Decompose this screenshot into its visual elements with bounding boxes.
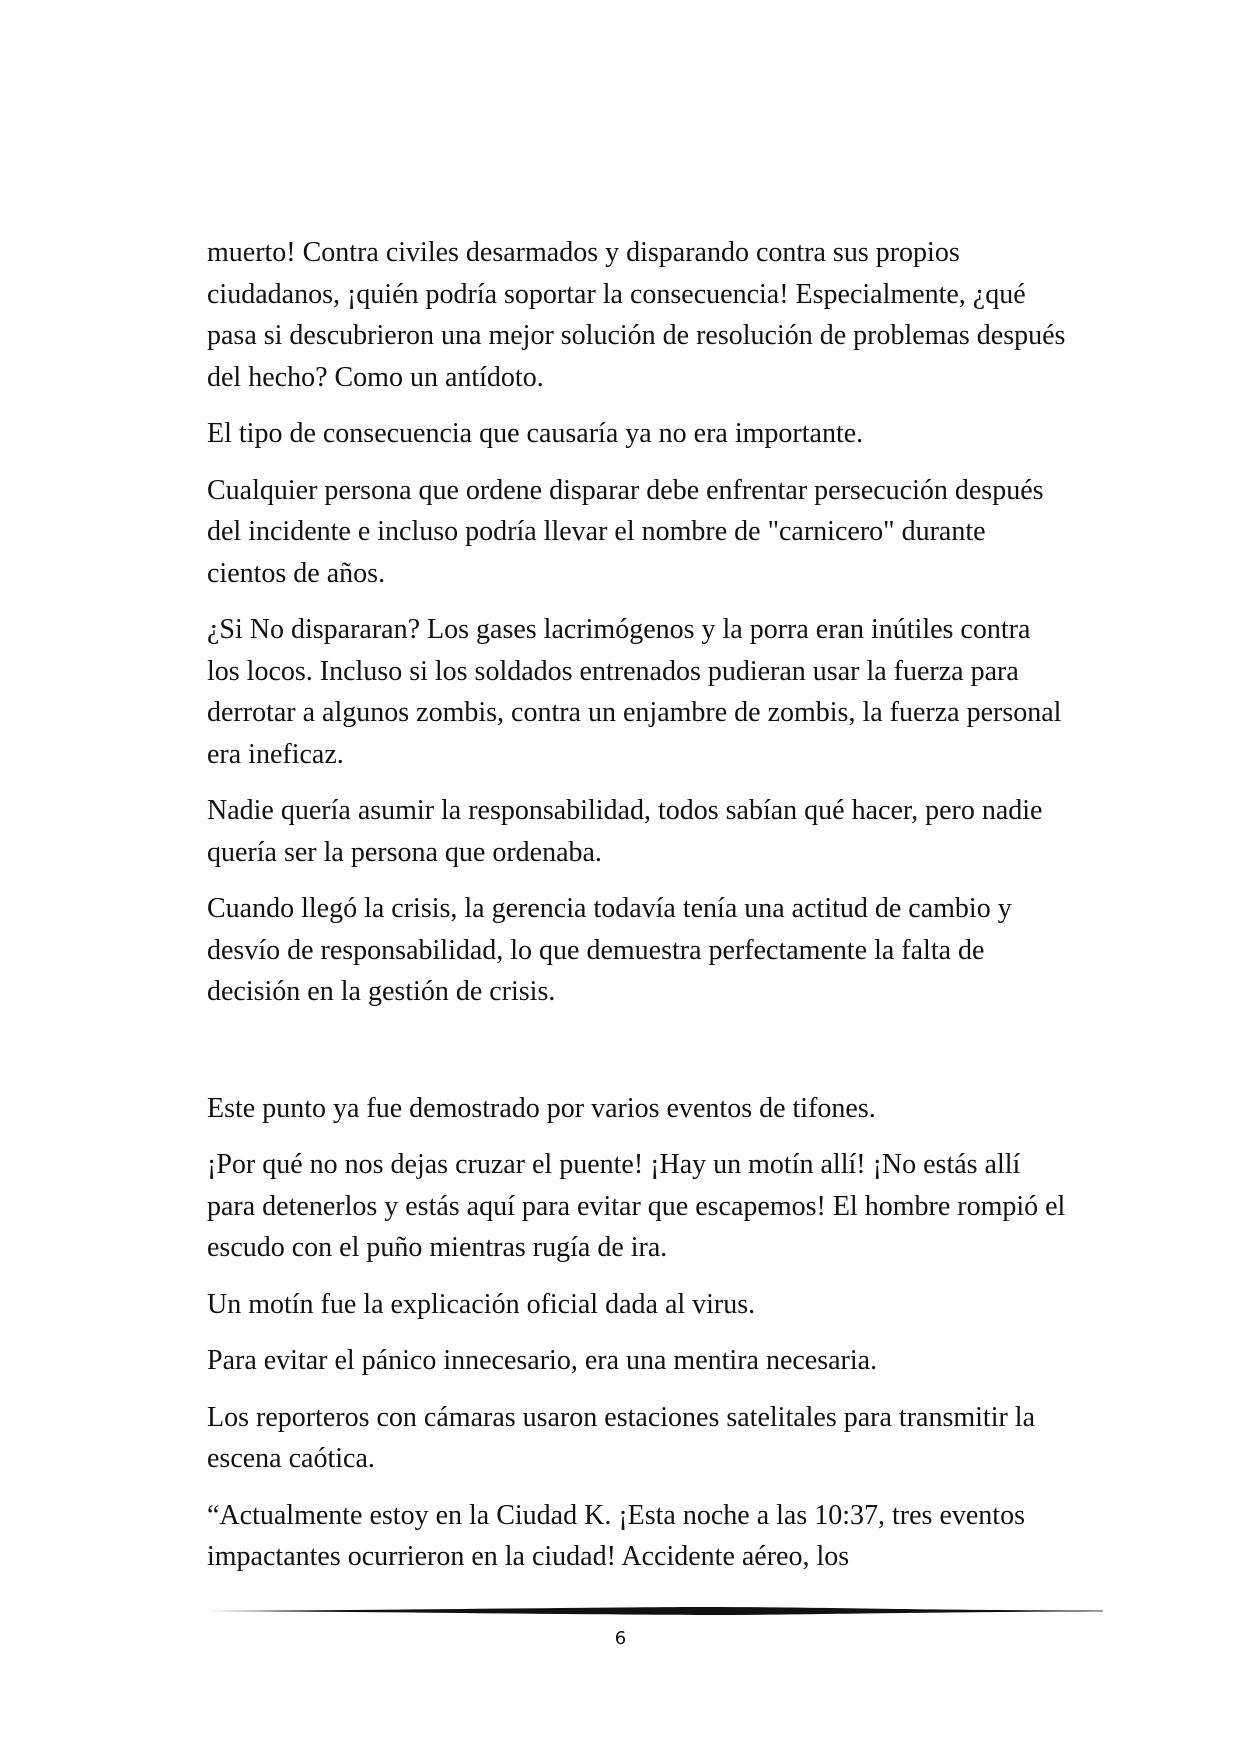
body-text (207, 232, 1067, 1593)
paragraph-5: Nadie quería asumir la responsabilidad, todos sabían qué hacer, pero nadie quería ser la persona que ordenaba. (207, 795, 1043, 868)
paragraph-8: ¡Por qué no nos dejas cruzar el puente! ¡Hay un motín allí! ¡No estás allí para detenerlos y estás aquí para evitar que escapemos! El hombre rompió el escudo con el puño mientras rugía de ira. (207, 1149, 1066, 1263)
paragraph-11: Los reporteros con cámaras usaron estaciones satelitales para transmitir la escena caótica. (207, 1401, 1036, 1474)
paragraph-9: Un motín fue la explicación oficial dada al virus. (207, 1288, 756, 1320)
paragraph-4: ¿Si No dispararan? Los gases lacrimógenos y la porra eran inútiles contra los locos. Incluso si los soldados entrenados pudieran usar la fuerza para derrotar a algunos zombis, contra un enjambre de zombis, la fuerza personal era ineficaz. (207, 614, 1062, 770)
paragraph-2: El tipo de consecuencia que causaría ya no era importante. (207, 418, 864, 449)
paragraph-6: Cuando llegó la crisis, la gerencia todavía tenía una actitud de cambio y desvío de responsabilidad, lo que demuestra perfectamente la falta de decisión en la gestión de crisis. (207, 893, 1012, 1007)
page-number: 6 (614, 1628, 627, 1649)
paragraph-3: Cualquier persona que ordene disparar debe enfrentar persecución después del incidente e incluso podría llevar el nombre de "carnicero" durante cientos de años. (207, 474, 1044, 589)
paragraph-12: “Actualmente estoy en la Ciudad K. ¡Esta noche a las 10:37, tres eventos impactantes ocurrieron en la ciudad! Accidente aéreo, los (207, 1499, 1025, 1572)
section-break (207, 1028, 1067, 1088)
paragraph-10: Para evitar el pánico innecesario, era una mentira necesaria. (207, 1345, 878, 1376)
paragraph-1: muerto! Contra civiles desarmados y disparando contra sus propios ciudadanos, ¡quién podría soportar la consecuencia! Especialmente, ¿qué pasa si descubrieron una mejor solución de resolución de problemas después del hecho? Como un antídoto. (207, 237, 1066, 393)
footer-divider (207, 1607, 1103, 1615)
paragraph-7: Este punto ya fue demostrado por varios eventos de tifones. (207, 1092, 876, 1124)
